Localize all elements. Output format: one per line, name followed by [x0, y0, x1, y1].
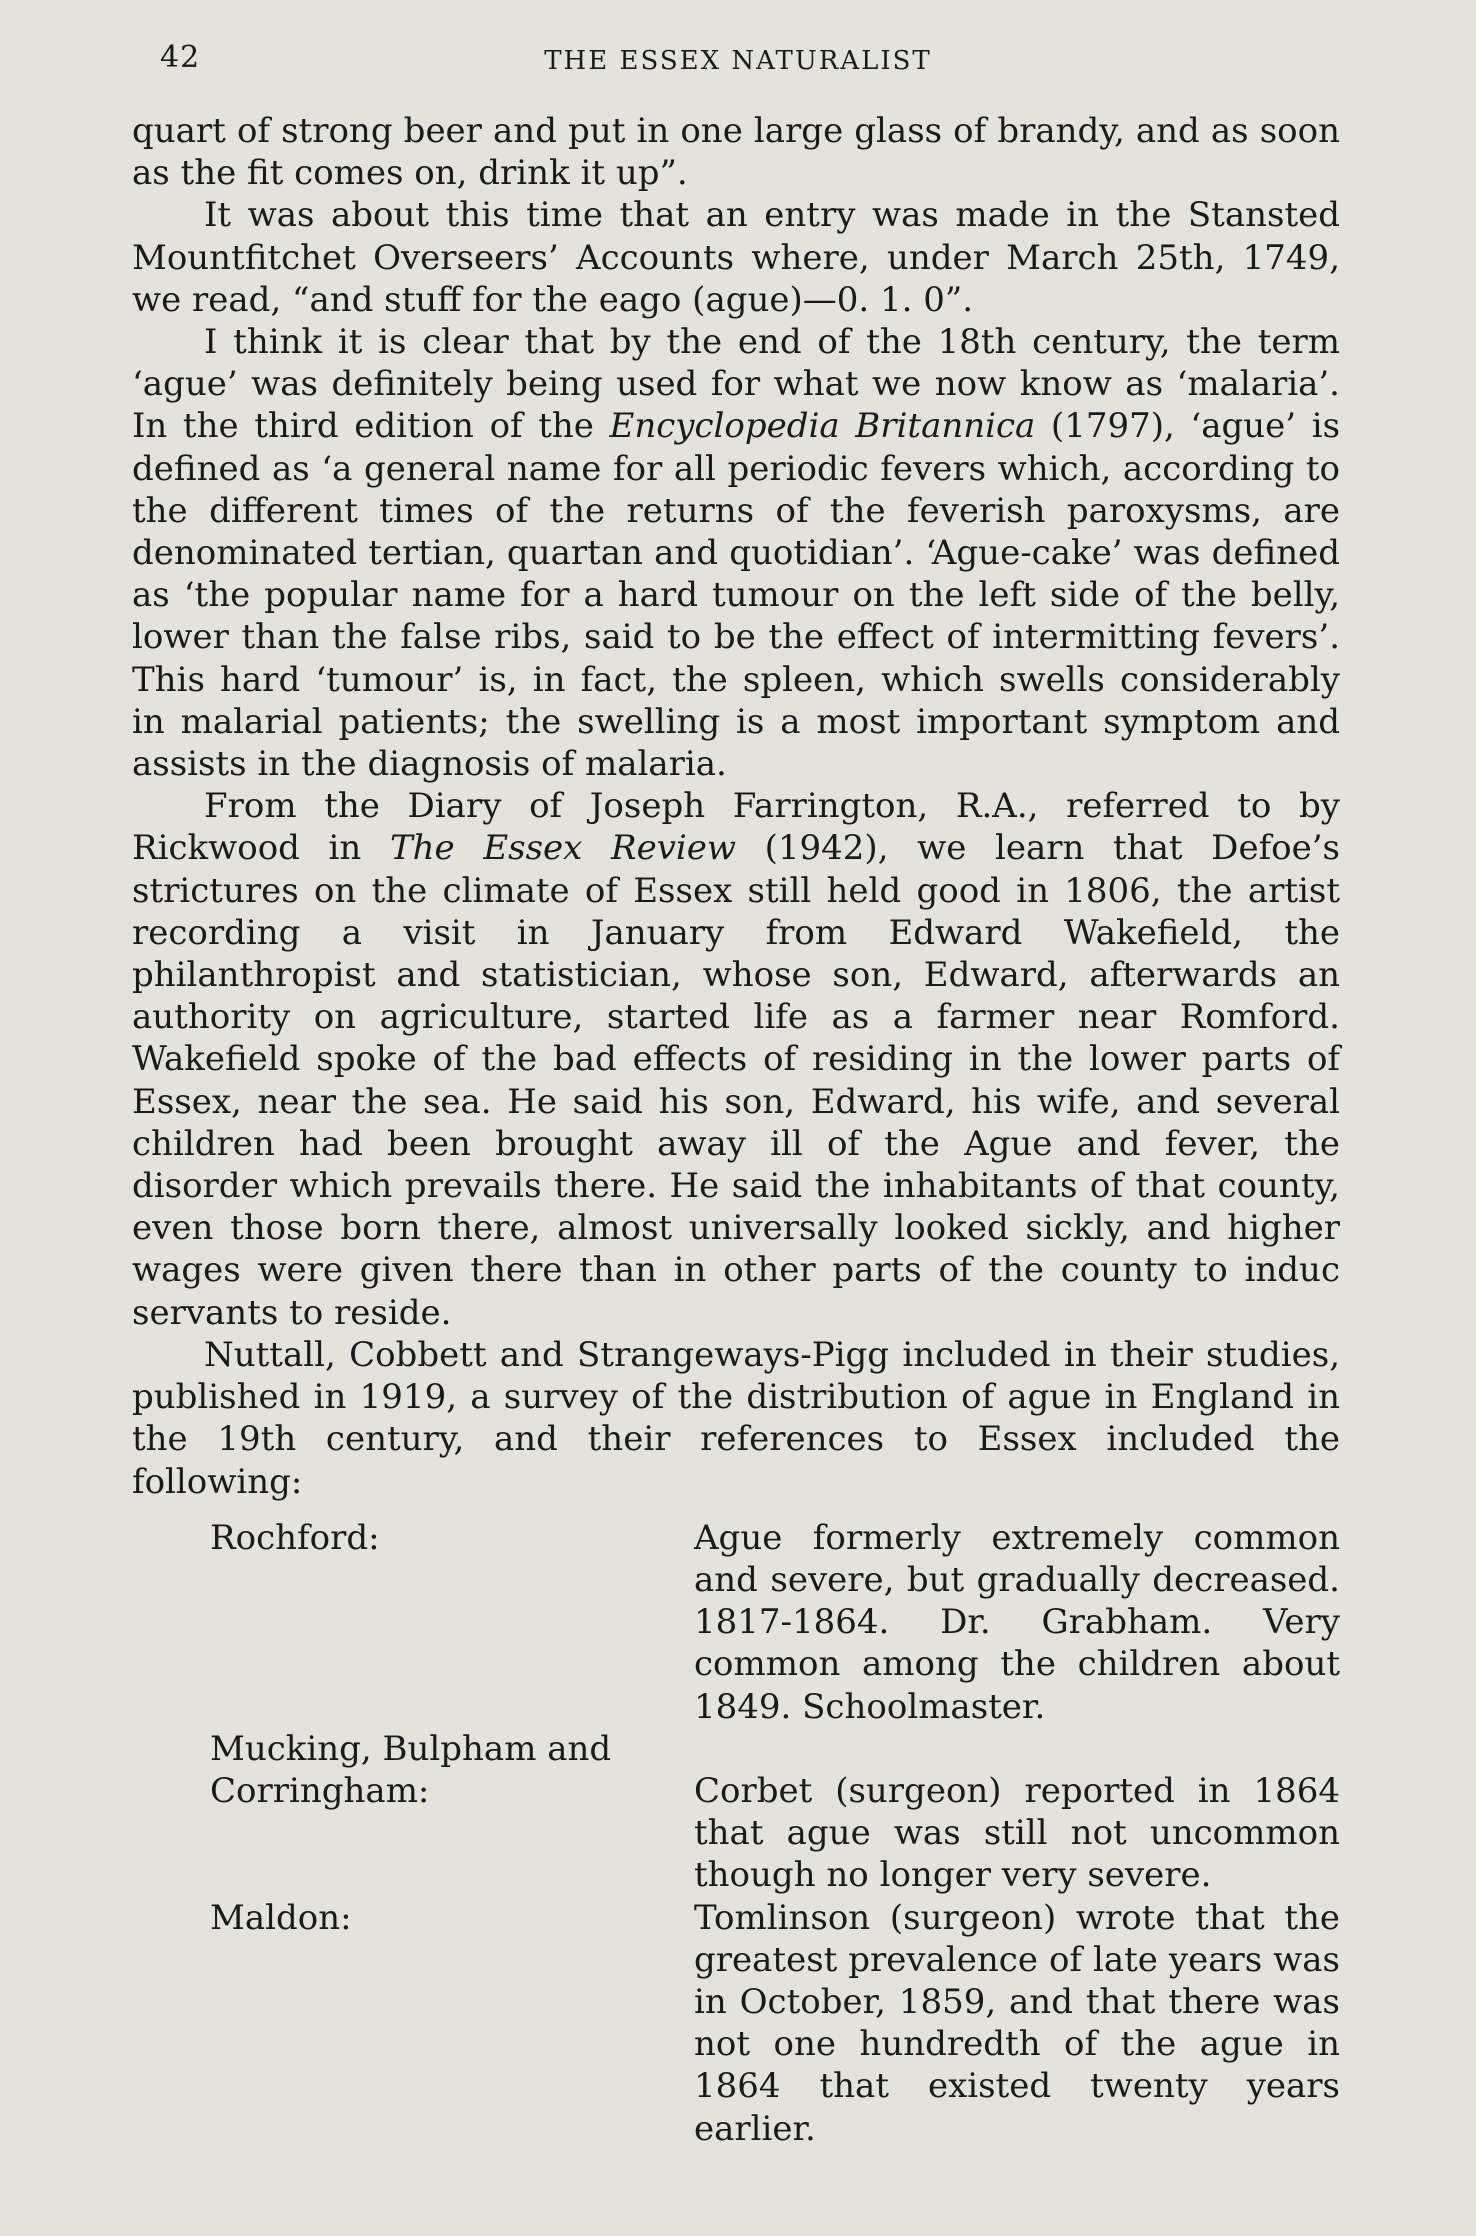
place-line: Mucking, Bulpham and: [210, 1728, 612, 1769]
place-line: Rochford:: [210, 1517, 380, 1558]
paragraph: [132, 1334, 1340, 1503]
paragraph-text: (1942), we learn that Defoe’s strictures on the climate of Essex still held good in 1806, the artist recording a visit in January from Edward Wakefield, the philanthropist and statistician, whose son, Edward, afterwards an authority on agriculture, started life as a farmer near Romford. Wakefield spoke of the bad effects of residing in the lower parts of Essex, near the sea. He said his son, Edward, his wife, and several children had been brought away ill of the Ague and fever, the disorder which prevails there. He said the inhabitants of that county, even those born there, almost universally looked sickly, and higher wages were given there than in other parts of the county to induc servants to reside.: [132, 828, 1340, 1333]
paragraph-text: Nuttall, Cobbett and Strangeways-Pigg included in their studies, published in 1919, a survey of the distribution of ague in England in the 19th century, and their references to Essex included the following:: [132, 1334, 1340, 1502]
paragraph-text: (1797), ‘ague’ is defined as ‘a general name for all periodic fevers which, according to the different times of the returns of the feverish paroxysms, are denominated tertian, quartan and quotidian’. ‘Ague-cake’ was defined as ‘the popular name for a hard tumour on the left side of the belly, lower than the false ribs, said to be the effect of intermitting fevers’. This hard ‘tumour’ is, in fact, the spleen, which swells considerably in malarial patients; the swelling is a most important symptom and assists in the diagnosis of malaria.: [132, 406, 1341, 785]
entry-place: [132, 1897, 694, 2150]
italic-title: The Essex Review: [389, 828, 736, 869]
paragraph: [132, 110, 1340, 194]
paragraph: [132, 321, 1340, 785]
paragraph: [132, 194, 1340, 321]
italic-title: Encyclopedia Britannica: [609, 406, 1036, 447]
entry-place: [132, 1517, 694, 1728]
running-head: THE ESSEX NATURALIST: [544, 46, 932, 76]
page-number: 42: [160, 40, 201, 75]
place-line: Maldon:: [210, 1897, 352, 1938]
paragraph-text: quart of strong beer and put in one large glass of brandy, and as soon as the fit comes on, drink it up”.: [132, 111, 1340, 194]
survey-entry: [132, 1897, 1340, 2150]
entry-description: Ague formerly extremely common and severe, but gradually decreased. 1817-1864. Dr. Grabham. Very common among the children about 1849. Schoolmaster.: [694, 1517, 1340, 1727]
paragraph-text: From the Diary of Joseph Farrington, R.A., referred to by Rickwood in: [132, 786, 1340, 869]
survey-entry: [132, 1517, 1340, 1728]
entry-description: Tomlinson (surgeon) wrote that the greatest prevalence of late years was in October, 1859, and that there was not one hundredth of the ague in 1864 that existed twenty years earlier.: [694, 1897, 1340, 2149]
entry-description: Corbet (surgeon) reported in 1864 that ague was still not uncommon though no longer very severe.: [694, 1770, 1340, 1896]
place-line: Corringham:: [210, 1770, 430, 1811]
paragraph: [132, 785, 1340, 1334]
survey-entry: [132, 1728, 1340, 1897]
ague-survey-entries: [132, 1517, 1340, 2150]
paragraph-text: It was about this time that an entry was made in the Stansted Mountfitchet Overseers’ Accounts where, under March 25th, 1749, we read, “and stuff for the eago (ague)—0. 1. 0”.: [132, 195, 1340, 320]
paragraph-list: [132, 110, 1340, 1503]
entry-place: [132, 1728, 694, 1897]
article-body: [132, 110, 1340, 2150]
page-header: [130, 40, 1346, 80]
paragraph-text: I think it is clear that by the end of the 18th century, the term ‘ague’ was definitely being used for what we now know as ‘malaria’. In the third edition of the: [132, 322, 1340, 447]
